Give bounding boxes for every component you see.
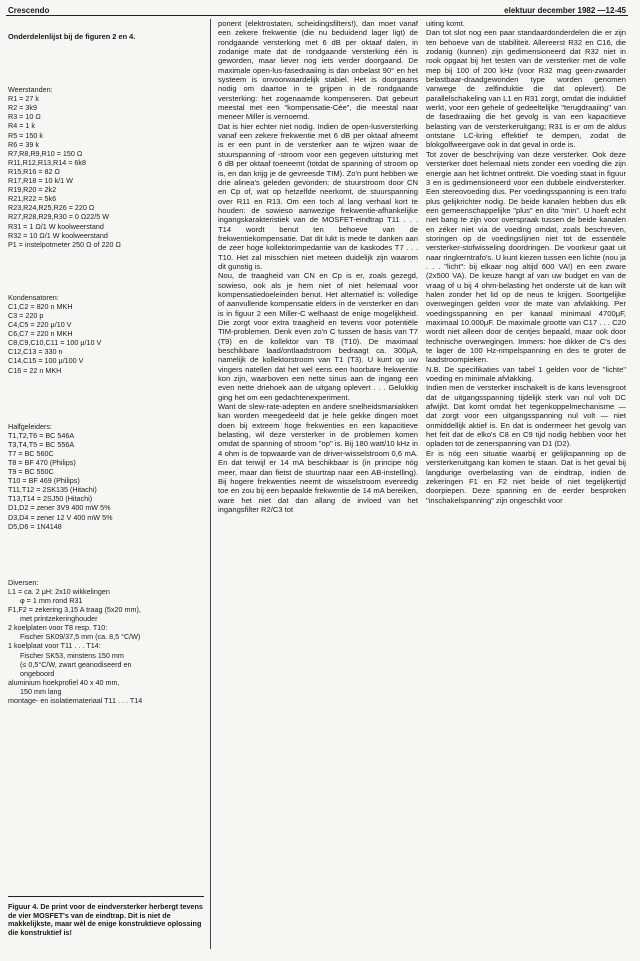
resistors-title: Weerstanden: xyxy=(8,85,53,95)
miscellaneous-list xyxy=(8,587,206,705)
miscellaneous-section xyxy=(8,578,206,705)
semiconductor-item: T13,T14 = 2SJ50 (Hitachi) xyxy=(8,494,93,504)
article-paragraph: Dat is hier echter niet nodig. Indien de open-lusversterking vanaf een zekere frekwentie met 6 dB per oktaaf afneemt is er een punt in de versterker aan te wijzen waar de stuurspanning of -stroom voor een gegeven uitsturing met 6 dB per oktaaf toeneemt (totdat de spanning of stroom op is, en dan krijg je de gevreesde TIM). Zo'n punt hebben we drie alinea's geleden gevonden: de stuurstroom door CN en Cp of, wat op hetzelfde neerkomt, de stuurspanning over R11 en R13. Om een toch al lang verhaal kort te houden: de sowieso aanwezige frekwentie-afhankelijke ingangskarakteristiek van de MOSFET-eindtrap T11 . . . T14 wordt benut ten behoeve van de frekwentiekompensatie. Dat dit lukt is mede te danken aan de zeer hoge kollektorimpedantie van de kaskodes T7 . . . T10. Het zal misschien niet meteen duidelijk zijn waarom dit gunstig is. xyxy=(218,121,418,271)
header-rule xyxy=(6,15,628,16)
miscellaneous-item: (≤ 0,5°C/W, zwart geanodiseerd en xyxy=(20,659,132,669)
miscellaneous-item: aluminium hoekprofiel 40 x 40 mm, xyxy=(8,677,120,687)
capacitor-item: C6,C7 = 220 n MKH xyxy=(8,329,73,339)
parts-list-column xyxy=(8,20,206,705)
miscellaneous-item: ongeboord xyxy=(20,668,55,678)
capacitor-item: C8,C9,C10,C11 = 100 μ/10 V xyxy=(8,338,102,348)
article-paragraph: ponent (elektrostaten, scheidingsfilters!), dan moet vanaf een zekere frekwentie (die nu beduidend lager ligt) de rondgaande versterking met 6 dB per oktaaf dalen, in zodanige mate dat de rondgaande versterking één is geworden, maar liever nog iets verder doorgaand. De maximale open-lus-fasedraaiing is dan onbelast 90° en het systeem is onvoorwaardelijk stabiel. Het is doorgaans nodig om daartoe in te grijpen in de rondgaande versterking: het zogenaamde kompenseren. Dat gebeurt meestal met een "kompensatie-Cée", die meestal naar meneer Miller is vernoemd. xyxy=(218,19,418,122)
resistor-item: R5 = 150 k xyxy=(8,130,43,140)
resistors-list xyxy=(8,94,206,249)
resistor-item: R4 = 1 k xyxy=(8,121,35,131)
capacitors-title: Kondensatoren: xyxy=(8,292,59,302)
miscellaneous-item: F1,F2 = zekering 3,15 A traag (5x20 mm), xyxy=(8,605,141,615)
article-paragraph: N.B. De specifikaties van tabel 1 gelden voor de "lichte" voeding en minimale afvlakking. xyxy=(426,364,626,384)
capacitor-item: C16 = 22 n MKH xyxy=(8,365,62,375)
resistor-item: R3 = 10 Ω xyxy=(8,112,41,122)
figure-caption: Figuur 4. De print voor de eindversterker herbergt tevens de vier MOSFET's van de eindtrap. Dit is niet de makkelijkste, maar wèl de enige konstruktieve oplossing die konstruktief is! xyxy=(8,896,204,937)
resistor-item: R7,R8,R9,R10 = 150 Ω xyxy=(8,148,83,158)
article-paragraph: Want de slew-rate-adepten en andere snelheidsmaniakken kan worden meegedeeld dat je hele gekke dingen moet doen bij extreem hoge frekwenties en een kapacitieve belasting, wil deze versterker in de problemen komen omdat de spanning of stroom "op" is. Bij 180 watt/10 kHz in 4 ohm is de topwaarde van de driver-wisselstroom 0,6 mA. En dat terwijl er 14 mA beschikbaar is (in principe nóg meer, maar dan fietst de stuurtrap naar een AB-instelling). Bij hogere frekwenties neemt de wisselstroom evenredig toe en zou bij een bepaalde frekwentie de 14 mA bereiken, ware het niet dat dan allang de invloed van het ingangsfilter R2/C3 tot xyxy=(218,402,418,514)
semiconductor-item: D1,D2 = zener 3V9 400 mW 5% xyxy=(8,503,111,513)
semiconductor-item: T7 = BC 560C xyxy=(8,448,54,458)
semiconductor-item: D5,D6 = 1N4148 xyxy=(8,521,62,531)
miscellaneous-item: Fischer SK09/37,5 mm (ca. 8,5 °C/W) xyxy=(20,632,141,642)
article-column-right xyxy=(426,19,626,505)
resistor-item: R32 = 10 Ω/1 W koolweerstand xyxy=(8,230,108,240)
capacitors-section xyxy=(8,293,206,375)
resistor-item: R11,R12,R13,R14 = 6k8 xyxy=(8,157,86,167)
header-issue-info: elektuur december 1982 —12-45 xyxy=(504,6,626,15)
semiconductors-list xyxy=(8,431,206,531)
semiconductor-item: T11,T12 = 2SK135 (Hitachi) xyxy=(8,485,97,495)
miscellaneous-item: montage- en isolatiemateriaal T11 . . . T14 xyxy=(8,695,143,705)
resistor-item: R23,R24,R25,R26 = 220 Ω xyxy=(8,203,95,213)
article-paragraph: Nou, de traagheid van CN en Cp is er, zoals gezegd, sowieso, ook als je hem niet of niet helemaal voor kompensatiedoeleinden benut. Het alternatief is: volledige of aanvullende kompensatie elders in de versterker en dan is in figuur 2 een Miller-C welhaast de enige mogelijkheid. Die zorgt voor extra traagheid en tevens voor potentiële TIM-problemen. Denk even zo'n C tussen de basis van T7 (T9) en de kollektor van T8 (T10). De maximaal beschikbare laad/ontlaadstroom bedraagt ca. 300μA, namelijk de kollektorstroom van T1 (T3). U kunt op uw vingers natellen dat het wel eens een hoorbare frekwentie kon zijn, waarboven een nette sinus aan de ingang een even nette driehoek aan de uitgang oplevert . . . Gelukkig ging het om een gedachtenexperiment. xyxy=(218,271,418,402)
resistor-item: R2 = 3k9 xyxy=(8,103,37,113)
resistor-item: R6 = 39 k xyxy=(8,139,39,149)
miscellaneous-item: L1 = ca. 2 μH: 2x10 wikkelingen xyxy=(8,586,110,596)
miscellaneous-item: φ = 1 mm rond R31 xyxy=(20,595,83,605)
resistor-item: R19,R20 = 2k2 xyxy=(8,185,57,195)
resistors-section xyxy=(8,85,206,249)
capacitor-item: C1,C2 = 820 n MKH xyxy=(8,301,73,311)
article-paragraph: uiting komt. xyxy=(426,19,465,28)
semiconductors-title: Halfgeleiders: xyxy=(8,421,52,431)
article-paragraph: Er is nóg een situatie waarbij er gelijkspanning op de versterkeruitgang kan komen te staan. Dat is het geval bij langdurige overbelasting van de eindtrap, indien de zekeringen F1 en F2 niet beide of niet tegelijkertijd doorpiepen. Deze spanning en de eerder besproken "inschakelspanning" zijn ongeschikt voor xyxy=(426,448,626,505)
column-divider xyxy=(210,19,211,949)
miscellaneous-item: 150 mm lang xyxy=(20,686,62,696)
resistor-item: P1 = instelpotmeter 250 Ω of 220 Ω xyxy=(8,239,121,249)
miscellaneous-title: Diversen: xyxy=(8,577,39,587)
article-paragraph: Indien men de versterker inschakelt is de kans levensgroot dat de uitgangsspanning tijdelijk sterk van nul volt DC afwijkt. Dat komt omdat het tegenkoppelmechanisme — dat zorgt voor een uitgangsspanning nul volt — niet onmiddellijk aktief is. En dat is ondermeer het gevolg van het feit dat de elko's C8 en C9 tijd nodig hebben voor het opladen tot de zenerspanning van D1 (D2). xyxy=(426,383,626,449)
resistor-item: R21,R22 = 5k6 xyxy=(8,194,57,204)
semiconductor-item: D3,D4 = zener 12 V 400 mW 5% xyxy=(8,512,113,522)
semiconductor-item: T10 = BF 469 (Philips) xyxy=(8,476,80,486)
resistor-item: R17,R18 = 10 k/1 W xyxy=(8,176,73,186)
miscellaneous-item: 2 koelplaten voor T8 resp. T10: xyxy=(8,623,108,633)
parts-list-title: Onderdelenlijst bij de figuren 2 en 4. xyxy=(8,32,136,41)
semiconductor-item: T9 = BC 550C xyxy=(8,467,54,477)
capacitors-list xyxy=(8,302,206,375)
capacitor-item: C14,C15 = 100 μ/100 V xyxy=(8,356,84,366)
capacitor-item: C12,C13 = 330 n xyxy=(8,347,63,357)
resistor-item: R1 = 27 k xyxy=(8,94,39,104)
article-paragraph: Dan tot slot nog een paar standaardonderdelen die er zijn ten behoeve van de stabiliteit. Allereerst R32 en C16, die zodanig (kunnen) zijn gedimensioneerd dat R32 niet in rook opgaat bij het testen van de versterker met de volle mep bij 100 of 200 kHz (voor R32 mag geen-zwaarder belastbaar-draadgewonden type worden genomen vanwege de zelfinduktie die dat oplevert). De parallelschakeling van L1 en R31 zorgt, omdat die induktief werkt, voor een gehele of gedeeltelijke "terugdraaiing" van de fasedraaiing die het gevolg is van een kapacitieve belasting van de versterkeruitgang; R31 is er om de aldus ontstane LC-kring effektief te dempen, zodat de blokgolfweergave ook in dat geval in orde is. xyxy=(426,28,626,150)
miscellaneous-item: 1 koelplaat voor T11 . . . T14: xyxy=(8,641,101,651)
header-section-title: Crescendo xyxy=(8,6,50,15)
capacitor-item: C3 = 220 p xyxy=(8,310,44,320)
resistor-item: R31 = 1 Ω/1 W koolweerstand xyxy=(8,221,104,231)
miscellaneous-item: met printzekeringhouder xyxy=(20,614,98,624)
article-column-middle xyxy=(218,19,418,514)
resistor-item: R15,R16 = 82 Ω xyxy=(8,166,60,176)
semiconductor-item: T1,T2,T6 = BC 546A xyxy=(8,430,75,440)
semiconductor-item: T3,T4,T5 = BC 556A xyxy=(8,439,75,449)
miscellaneous-item: Fischer SK53, minstens 150 mm xyxy=(20,650,124,660)
semiconductor-item: T8 = BF 470 (Philips) xyxy=(8,458,76,467)
resistor-item: R27,R28,R29,R30 = 0 Ω22/5 W xyxy=(8,212,110,222)
semiconductors-section xyxy=(8,422,206,531)
article-paragraph: Tot zover de beschrijving van deze versterker. Ook deze versterker doet helemaal niets zonder een voeding die zijn energie aan het lichtnet onttrekt. Die voeding staat in figuur 3 en is gedimensioneerd voor een dubbele eindversterker. Een stereovoeding dus. Per voedingsspanning is een trafo plus gelijkrichter nodig. De beide kanalen hebben dus elk een gemeenschappelijke "plus" en dito "min". U hoeft echt niet bang te zijn voor overspraak tussen de beide kanalen en zéker niet via de voeding omdat, zoals beschreven, storingen op de voedingslijnen niet tot de essentiële versterker-stofwisseling doordringen. De voorkeur gaat uit naar ringkerntrafo's. U kunt kiezen tussen een lichte (nou ja . . . "licht": bij elkaar nog altijd 600 VA!) en een zware (2x500 VA). De keuze hangt af van uw budget en van de vraag of u bij 4 ohm-belasting het onderste uit de kan wilt halen zonder het lid op de neus te krijgen. Soortgelijke overwegingen gelden voor de mate van afvlakking. Per voedingsspanning en per kanaal minimaal 4700μF, maximaal 10.000μF. De maximale grootte van C17 . . . C20 wordt niet alleen door de centjes bepaald, maar ook door technische overwegingen. Immers: hoe dikker de C's des te lager de 100 Hz-rimpelspanning en des te groter de laadstroompieken. xyxy=(426,149,626,365)
capacitor-item: C4,C5 = 220 μ/10 V xyxy=(8,320,72,330)
